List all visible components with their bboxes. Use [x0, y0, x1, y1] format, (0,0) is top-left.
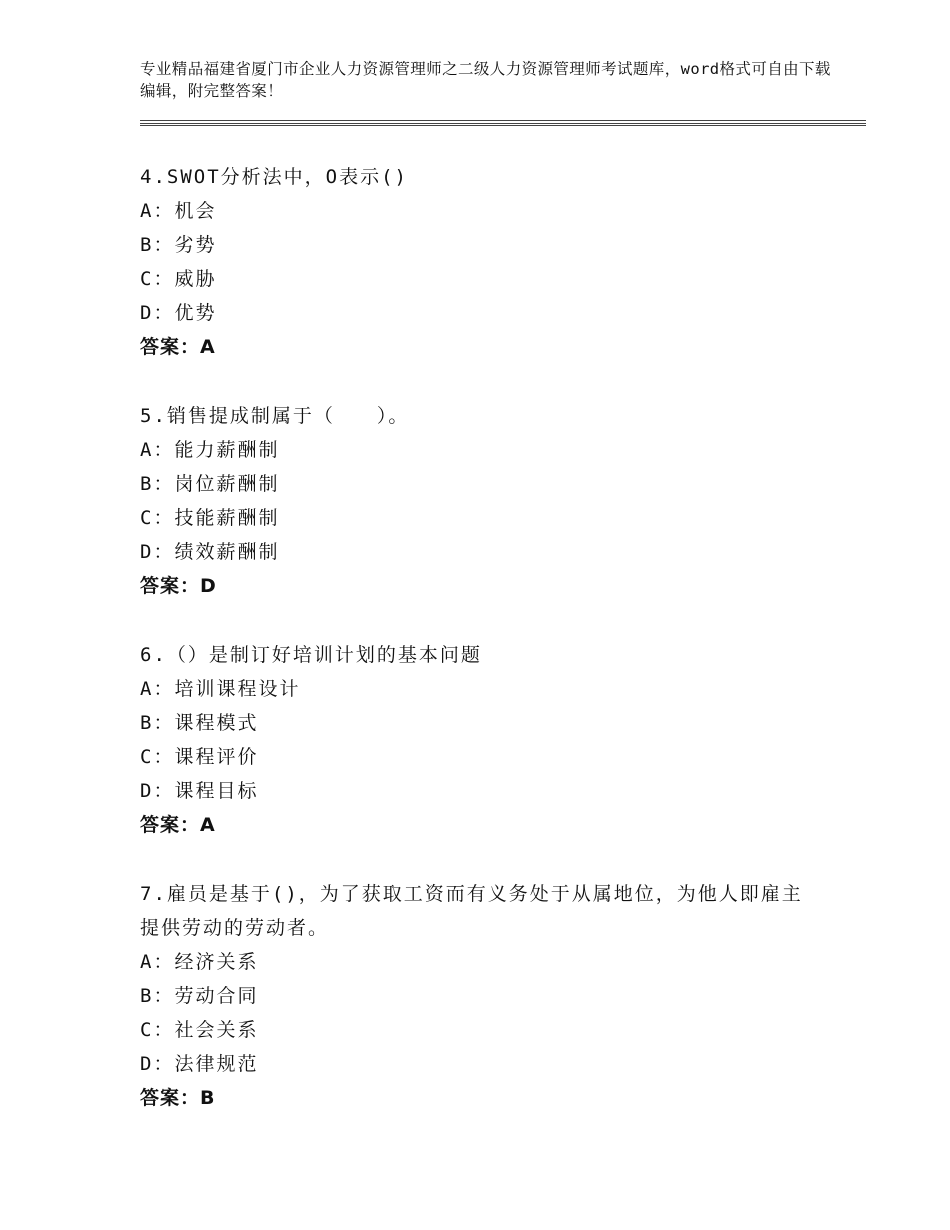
option-b: B：劳动合同 [140, 985, 259, 1007]
option-d: D：课程目标 [140, 780, 259, 802]
question-stem: 6.（）是制订好培训计划的基本问题 [140, 644, 482, 666]
answer-label: 答案：D [140, 575, 217, 597]
question-block [140, 877, 805, 1115]
option-a: A：能力薪酬制 [140, 439, 280, 461]
question-block [140, 399, 820, 603]
question-block [140, 160, 820, 364]
option-a: A：机会 [140, 200, 217, 222]
option-c: C：技能薪酬制 [140, 507, 280, 529]
question-stem: 5.销售提成制属于（ ）。 [140, 405, 410, 427]
option-c: C：课程评价 [140, 746, 259, 768]
option-a: A：经济关系 [140, 951, 259, 973]
option-d: D：优势 [140, 302, 217, 324]
option-d: D：法律规范 [140, 1053, 259, 1075]
answer-label: 答案：B [140, 1087, 216, 1109]
header-title: 专业精品福建省厦门市企业人力资源管理师之二级人力资源管理师考试题库，word格式可自由下载编辑，附完整答案！ [140, 60, 831, 100]
option-a: A：培训课程设计 [140, 678, 301, 700]
option-b: B：课程模式 [140, 712, 259, 734]
question-stem: 4.SWOT分析法中，O表示() [140, 166, 408, 188]
answer-label: 答案：A [140, 336, 216, 358]
option-d: D：绩效薪酬制 [140, 541, 280, 563]
question-block [140, 638, 820, 842]
answer-label: 答案：A [140, 814, 216, 836]
option-b: B：岗位薪酬制 [140, 473, 280, 495]
option-b: B：劣势 [140, 234, 217, 256]
option-c: C：社会关系 [140, 1019, 259, 1041]
document-header [140, 58, 840, 102]
header-divider [140, 120, 866, 126]
option-c: C：威胁 [140, 268, 217, 290]
question-stem: 7.雇员是基于()，为了获取工资而有义务处于从属地位，为他人即雇主提供劳动的劳动者。 [140, 883, 803, 939]
